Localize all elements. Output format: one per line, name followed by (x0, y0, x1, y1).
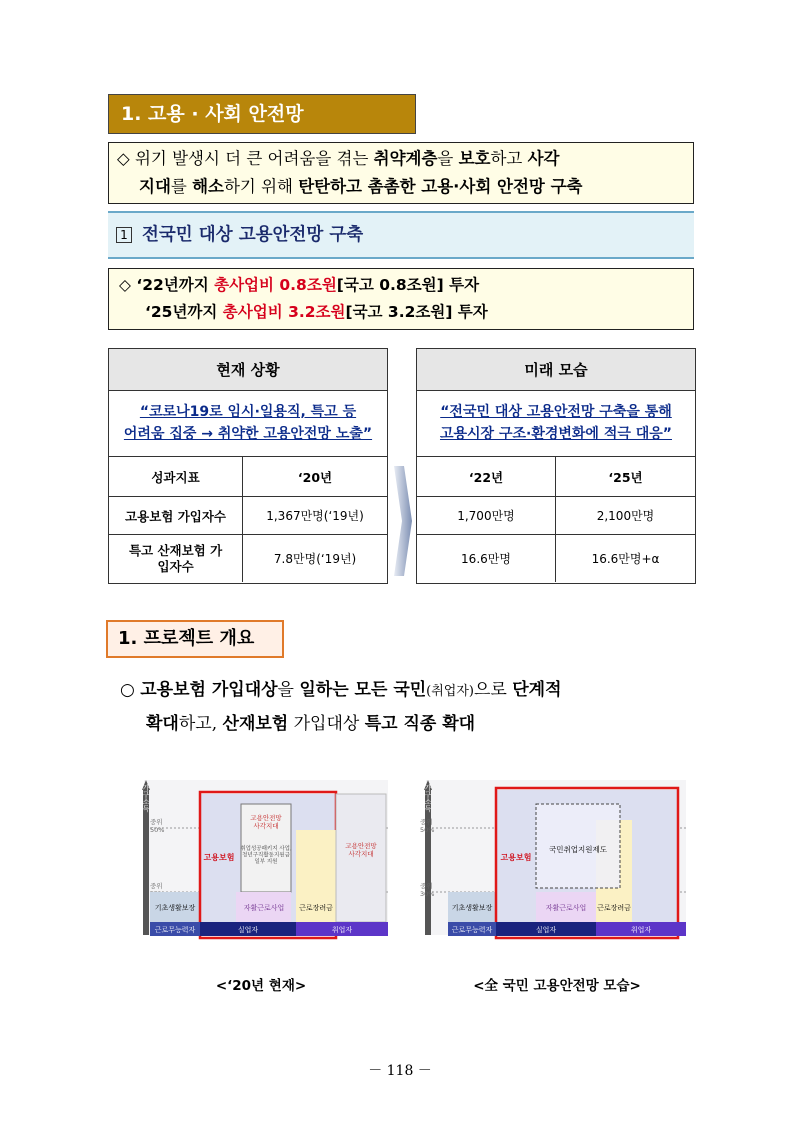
current-status-header: 현재 상황 (109, 349, 387, 391)
summary-line-2 (117, 173, 685, 201)
budget-text: ‘22년까지 (130, 276, 215, 294)
basic-livelihood-label: 기초생활보장 (154, 904, 196, 912)
current-status-panel (108, 348, 388, 584)
value-cell: 2,100만명 (596, 509, 655, 523)
median-30-label (420, 881, 434, 898)
text-line: 50% (150, 826, 165, 834)
quote-line: “전국민 대상 고용안전망 구축을 통해 (440, 404, 672, 420)
overview-line-1 (120, 674, 710, 708)
summary-bold: 해소 (192, 177, 224, 196)
text-line: 중위 (420, 882, 433, 890)
bottom-bar-label: 취업자 (331, 926, 353, 934)
median-50-text: 중위 (150, 818, 163, 826)
comparison-table (108, 348, 696, 584)
bottom-bar-label: 실업자 (237, 926, 259, 934)
overview-title: 1. 프로젝트 개요 (106, 620, 284, 658)
left-diagram-caption: <‘20년 현재> (215, 978, 307, 994)
diamond-marker: ◇ (119, 276, 131, 294)
national-program-label: 국민취업지원제도 (549, 845, 607, 854)
summary-bold: 지대 (139, 177, 171, 196)
overview-plain: 을 (277, 680, 300, 700)
gap-title (250, 813, 282, 830)
right-gap-block (336, 794, 386, 922)
overview-plain: 가입대상 (288, 714, 365, 734)
summary-text: 하고 (490, 149, 528, 168)
table-row (109, 535, 387, 582)
text-line: 고용안전망 (345, 842, 377, 850)
overview-bold: 일하는 모든 국민 (299, 680, 427, 700)
overview-plain: 으로 (474, 680, 513, 700)
summary-text: 을 (437, 149, 459, 168)
summary-bold: 취약계층 (373, 149, 438, 168)
text-line: 중위 (420, 818, 433, 826)
year-column-header: ‘20년 (297, 469, 333, 485)
budget-line-1 (119, 272, 683, 299)
quote-line: “코로나19로 임시·일용직, 특고 등 (139, 404, 357, 420)
summary-bold: 사각 (527, 149, 560, 168)
table-header-row (109, 457, 387, 497)
bottom-bar-label: 근로무능력자 (154, 926, 196, 934)
text-line: 일부 지원 (254, 859, 278, 866)
current-safety-net-diagram (136, 780, 388, 950)
incentive-label: 근로장려금 (597, 904, 631, 912)
budget-line-2 (119, 299, 683, 326)
summary-text: 를 (170, 177, 193, 196)
employment-insurance-label: 고용보험 (500, 853, 532, 862)
table-row (109, 497, 387, 535)
bottom-bar-label: 근로무능력자 (451, 926, 493, 934)
future-vision-panel (416, 348, 696, 584)
overview-plain: 하고, (178, 714, 223, 734)
budget-highlight: 총사업비 3.2조원 (222, 303, 346, 321)
table-row (417, 535, 695, 582)
value-cell: 1,700만명 (417, 497, 556, 534)
value-cell: 1,367만명(‘19년) (266, 509, 364, 523)
axis-label: 가구소득 (142, 784, 150, 812)
bottom-bar-label: 실업자 (535, 926, 557, 934)
right-gap-label (345, 841, 377, 858)
text-line: 고용안전망 (250, 814, 282, 822)
future-vision-header: 미래 모습 (417, 349, 695, 391)
summary-bold: 보호 (458, 149, 491, 168)
value-cell: 16.6만명+α (591, 552, 660, 566)
summary-box (108, 142, 694, 204)
text-line: 30% (420, 889, 435, 898)
incentive-label: 근로장려금 (299, 904, 333, 912)
text-line: 50% (420, 825, 435, 834)
value-cell: 16.6만명 (417, 535, 556, 582)
self-support-label: 자활근로사업 (545, 904, 587, 912)
self-support-label: 자활근로사업 (243, 904, 285, 912)
summary-text: 위기 발생시 더 큰 어려움을 겪는 (129, 149, 374, 168)
subsection-number: 1 (116, 227, 132, 243)
budget-box (108, 268, 694, 330)
summary-bold: 탄탄하고 촘촘한 고용·사회 안전망 구축 (298, 177, 583, 196)
text-line: 청년구직활동지원금 (242, 852, 290, 859)
budget-text: ‘25년까지 (145, 303, 223, 321)
summary-text: 하기 위해 (223, 177, 299, 196)
employment-insurance-label: 고용보험 (203, 853, 235, 862)
budget-text: [국고 0.8조원] 투자 (336, 276, 480, 294)
summary-line-1 (117, 145, 685, 173)
table-header-row (417, 457, 695, 497)
metric-column-header: 성과지표 (109, 457, 243, 496)
overview-bold: 확대 (146, 714, 179, 734)
overview-small: (취업자) (426, 684, 474, 699)
subsection-title: 전국민 대상 고용안전망 구축 (142, 225, 364, 245)
overview-line-2 (120, 708, 710, 741)
metric-cell: 고용보험 가입자수 (109, 497, 243, 534)
quote-line: 어려움 집중 → 취약한 고용안전망 노출” (123, 426, 373, 442)
overview-bold: 특고 직종 확대 (364, 714, 476, 734)
text-line: 취업성공패키지 사업, (240, 846, 292, 852)
right-diagram-caption: <全 국민 고용안전망 모습> (473, 978, 641, 994)
overview-bold: 고용보험 가입대상 (140, 680, 278, 700)
circle-marker: ○ (120, 680, 135, 700)
median-50-label (420, 817, 434, 834)
transition-arrow-icon (392, 466, 414, 576)
diamond-marker: ◇ (117, 149, 130, 168)
value-cell: 7.8만명(‘19년) (273, 552, 357, 566)
metric-cell: 특고 산재보험 가입자수 (109, 535, 243, 582)
text-line: 중위 (150, 882, 163, 890)
basic-livelihood-label: 기초생활보장 (451, 904, 493, 912)
current-status-quote (109, 391, 387, 457)
table-row (417, 497, 695, 535)
overview-bold: 산재보험 (222, 714, 289, 734)
subsection-header (108, 211, 694, 259)
budget-highlight: 총사업비 0.8조원 (214, 276, 337, 294)
median-50-label (150, 817, 164, 834)
year-column-header: ‘22년 (417, 457, 556, 496)
page-number: － 118 － (368, 1063, 432, 1079)
overview-text (120, 674, 710, 741)
overview-bold: 단계적 (512, 680, 562, 700)
quote-line: 고용시장 구조·환경변화에 적극 대응” (439, 426, 672, 442)
year-column-header: ‘25년 (608, 469, 643, 485)
future-vision-quote (417, 391, 695, 457)
section-title: 1. 고용 · 사회 안전망 (108, 94, 416, 134)
future-safety-net-diagram (418, 780, 686, 950)
text-line: 사각지대 (348, 849, 374, 858)
budget-text: [국고 3.2조원] 투자 (345, 303, 488, 321)
axis-label: 가구소득 (424, 784, 432, 812)
text-line: 사각지대 (253, 821, 279, 830)
bottom-bar-label: 취업자 (630, 926, 652, 934)
